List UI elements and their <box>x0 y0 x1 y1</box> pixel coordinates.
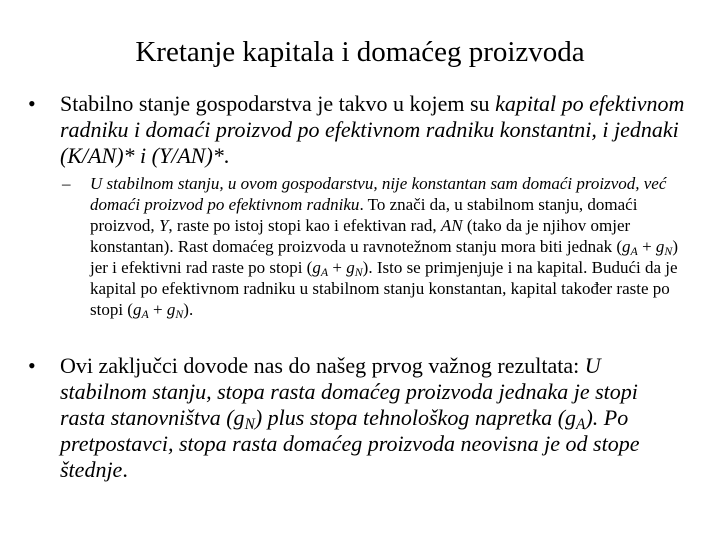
bullet-marker: • <box>28 353 36 378</box>
slide-title: Kretanje kapitala i domaćeg proizvoda <box>135 36 585 68</box>
text-run: Stabilno stanje gospodarstva je takvo u kojem su <box>60 91 496 116</box>
text-run-italic: g <box>166 300 176 319</box>
bullet-marker: • <box>28 91 36 116</box>
subscript: N <box>354 264 363 279</box>
text-run: , raste po istoj stopi kao i efektivan rad, <box>168 216 441 235</box>
text-run: . <box>122 457 128 482</box>
text-run-italic: g <box>655 237 665 256</box>
subscript: A <box>576 415 586 433</box>
text-run: Ovi zaključci dovode nas do našeg prvog važnog rezultata: <box>60 353 585 378</box>
bullet-text <box>60 91 688 169</box>
text-run-italic: g <box>346 258 355 277</box>
dash-marker: – <box>62 174 71 193</box>
subscript: N <box>664 243 673 258</box>
bullet-item-2 <box>28 353 688 483</box>
text-run: ) jer i efektivni rad raste po stopi ( <box>90 237 679 277</box>
text-run-italic: g <box>622 237 631 256</box>
text-run-italic: U stabilnom stanju, u ovom gospodarstvu, nije konstantan sam domaći proizvod, već domaći proizvod po efektivnom radniku <box>90 174 667 214</box>
text-run: + <box>637 237 656 256</box>
text-run: ). Isto se primjenjuje i na kapital. Budući da je kapital po efektivnom radniku u stabilnom stanju konstantan, kapital također raste po stopi ( <box>90 258 678 319</box>
text-run-italic: g <box>312 258 321 277</box>
sub-text <box>90 173 682 320</box>
text-run: + <box>328 258 347 277</box>
text-run: . <box>223 143 230 168</box>
sub-item-1 <box>62 173 682 320</box>
subscript: A <box>320 264 329 279</box>
subscript: N <box>244 415 255 433</box>
subscript: N <box>175 306 184 321</box>
bullet-text <box>60 353 688 483</box>
text-run-italic: ). Po pretpostavci, stopa rasta domaćeg proizvoda neovisna je od stope štednje <box>60 405 640 482</box>
text-run-italic: AN <box>440 216 463 235</box>
text-run: . To znači da, u stabilnom stanju, domaći proizvod, <box>90 195 638 235</box>
text-run-italic: ) plus stopa tehnološkog napretka (g <box>254 405 577 430</box>
bullet-item-1 <box>28 91 688 169</box>
text-run-italic: Y <box>158 216 169 235</box>
subscript: A <box>630 243 638 258</box>
text-run-italic: g <box>132 300 142 319</box>
text-run-italic: U stabilnom stanju, stopa rasta domaćeg proizvoda jednaka je stopi rasta stanovništva (g <box>60 353 638 430</box>
text-run: ). <box>183 300 194 319</box>
text-run-italic: kapital po efektivnom radniku i domaći proizvod po efektivnom radniku konstantni, i jednaki (K/AN)* i (Y/AN)* <box>60 91 685 168</box>
text-run: (tako da je njihov omjer konstantan). Rast domaćeg proizvoda u ravnotežnom stanju mora biti jednak ( <box>90 216 631 256</box>
text-run: + <box>148 300 167 319</box>
subscript: A <box>141 306 149 321</box>
